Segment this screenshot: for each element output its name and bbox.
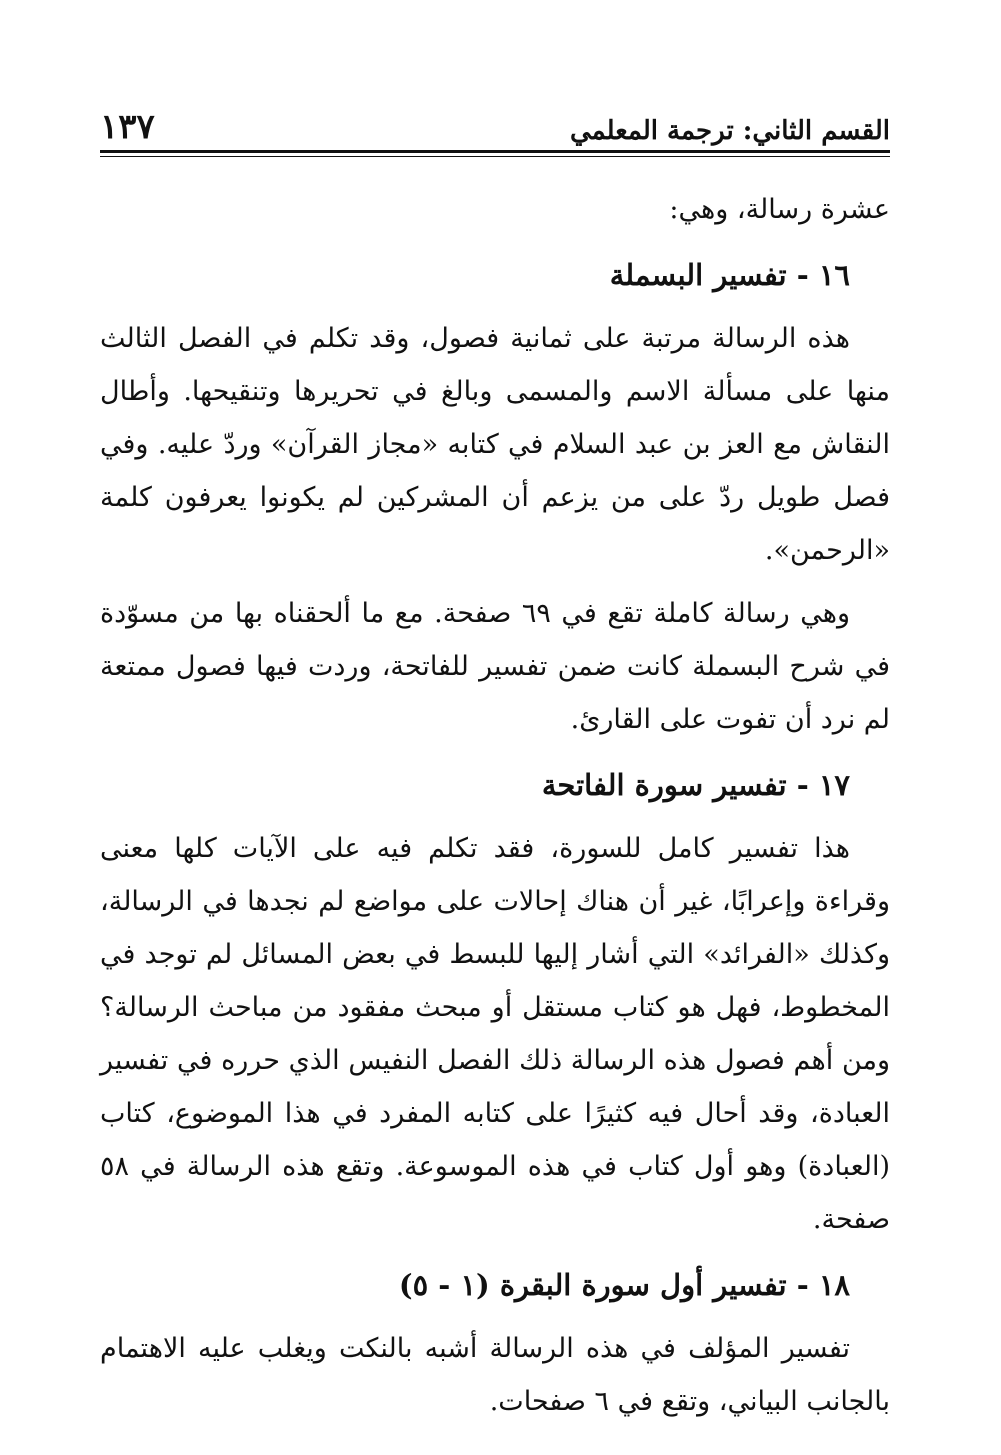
body-text xyxy=(100,183,890,1428)
header-title: القسم الثاني: ترجمة المعلمي xyxy=(569,116,890,146)
section-heading-17: ١٧ - تفسير سورة الفاتحة xyxy=(541,768,850,802)
intro-line: عشرة رسالة، وهي: xyxy=(669,194,890,225)
section-16-paragraph-1: هذه الرسالة مرتبة على ثمانية فصول، وقد تكلم في الفصل الثالث منها على مسألة الاسم والمسمى وبالغ في تحريرها وتنقيحها. وأطال النقاش مع العز بن عبد السلام في كتابه «مجاز القرآن» وردّ عليه. وفي فصل طويل ردّ على من يزعم أن المشركين لم يكونوا يعرفون كلمة «الرحمن». xyxy=(100,323,890,566)
header-rule-thin xyxy=(100,156,890,157)
section-17-paragraph-1: هذا تفسير كامل للسورة، فقد تكلم فيه على الآيات كلها معنى وقراءة وإعرابًا، غير أن هناك إحالات على مواضع لم نجدها في الرسالة، وكذلك «الفرائد» التي أشار إليها للبسط في بعض المسائل لم توجد في المخطوط، فهل هو كتاب مستقل أو مبحث مفقود من مباحث الرسالة؟ ومن أهم فصول هذه الرسالة ذلك الفصل النفيس الذي حرره في تفسير العبادة، وقد أحال فيه كثيرًا على كتابه المفرد في هذا الموضوع، كتاب (العبادة) وهو أول كتاب في هذه الموسوعة. وتقع هذه الرسالة في ٥٨ صفحة. xyxy=(100,833,890,1235)
running-header xyxy=(100,102,890,147)
page-number: ١٣٧ xyxy=(100,107,155,147)
book-page xyxy=(100,102,890,1417)
section-16-paragraph-2: وهي رسالة كاملة تقع في ٦٩ صفحة. مع ما ألحقناه بها من مسوّدة في شرح البسملة كانت ضمن تفسير للفاتحة، وردت فيها فصول ممتعة لم نرد أن تفوت على القارئ. xyxy=(100,598,890,735)
section-heading-18: ١٨ - تفسير أول سورة البقرة (١ - ٥) xyxy=(398,1268,850,1302)
header-rule-thick xyxy=(100,150,890,153)
section-18-paragraph-1: تفسير المؤلف في هذه الرسالة أشبه بالنكت ويغلب عليه الاهتمام بالجانب البياني، وتقع في ٦ صفحات. xyxy=(100,1333,890,1417)
section-heading-16: ١٦ - تفسير البسملة xyxy=(609,258,850,292)
